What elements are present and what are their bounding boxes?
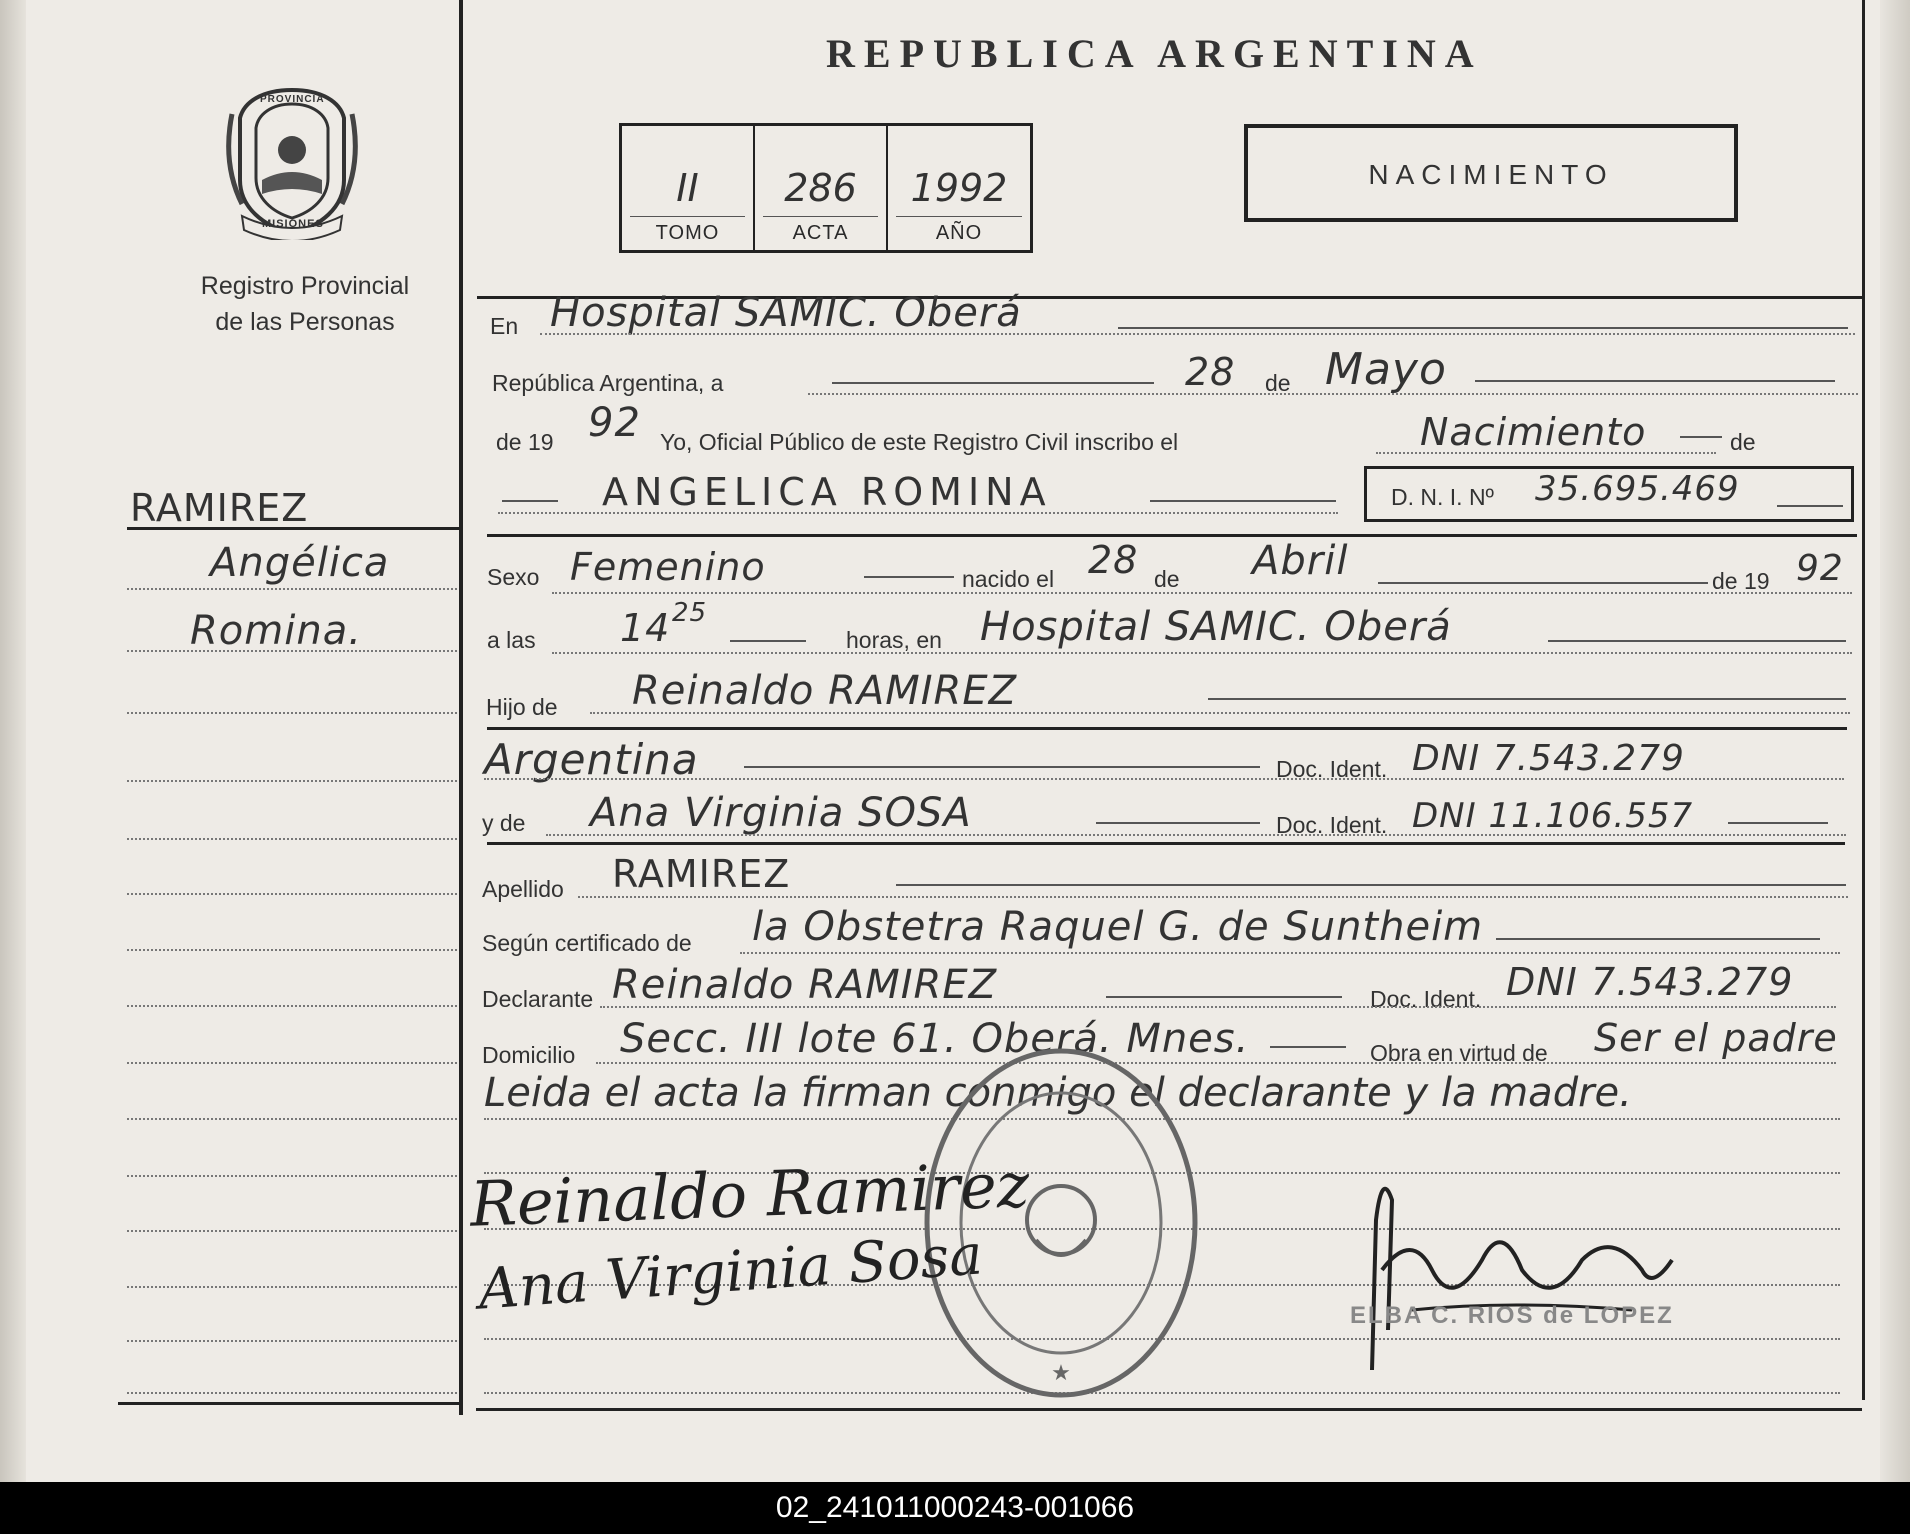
fill-dash — [1378, 582, 1708, 584]
margin-line — [127, 838, 457, 840]
section-rule-2 — [487, 727, 1847, 730]
domicilio-value: Secc. III lote 61. Oberá. Mnes. — [620, 1016, 1250, 1062]
seal-text-top: PROVINCIA — [260, 94, 325, 105]
margin-line — [127, 780, 457, 782]
registry-name — [170, 268, 440, 340]
ano-cell — [888, 126, 1030, 250]
section-rule-3 — [487, 842, 1845, 845]
misiones-coat-of-arms — [222, 84, 362, 240]
form-line — [808, 393, 1858, 395]
horas-label: horas, en — [846, 627, 942, 653]
doc-label: Doc. Ident. — [1370, 986, 1482, 1012]
section-rule-1 — [487, 534, 1857, 537]
hour-value: 14 — [620, 606, 671, 650]
year-suffix-value: 92 — [588, 400, 641, 446]
ano-underline — [896, 216, 1022, 217]
fill-dash — [502, 500, 558, 502]
birth-year-suffix-value: 92 — [1796, 548, 1844, 589]
en-label: En — [490, 313, 519, 339]
margin-line — [127, 949, 457, 951]
fill-dash — [1208, 698, 1846, 700]
sexo-label: Sexo — [487, 564, 540, 590]
official-signature — [1352, 1160, 1692, 1380]
official-name-stamp: ELBA C. RIOS de LOPEZ — [1350, 1302, 1674, 1329]
ano-value: 1992 — [910, 166, 1008, 210]
tomo-underline — [630, 216, 745, 217]
record-number-box — [619, 123, 1033, 253]
declarante-label: Declarante — [482, 986, 594, 1012]
fill-dash — [730, 640, 806, 642]
left-column-divider — [459, 0, 463, 1415]
margin-line — [127, 1005, 457, 1007]
form-line — [600, 1006, 1836, 1008]
record-type-box: NACIMIENTO — [1244, 124, 1738, 222]
de-label: de — [1265, 370, 1291, 396]
fill-dash — [1728, 822, 1828, 824]
place-value: Hospital SAMIC. Oberá — [550, 290, 1022, 336]
fill-dash — [896, 884, 1846, 886]
de19-label: de 19 — [1712, 568, 1770, 594]
acta-value: 286 — [784, 166, 857, 210]
form-line — [590, 712, 1850, 714]
yde-label: y de — [482, 810, 526, 836]
registry-line-1: Registro Provincial — [200, 272, 410, 300]
tomo-value: II — [676, 166, 699, 210]
de19-label: de 19 — [496, 429, 554, 455]
form-line — [578, 896, 1848, 898]
mother-doc-value: DNI 11.106.557 — [1412, 796, 1694, 836]
tomo-cell — [622, 126, 755, 250]
sexo-value: Femenino — [570, 545, 766, 589]
margin-line — [127, 1175, 457, 1177]
page-edge — [1880, 0, 1910, 1482]
fill-dash — [1475, 380, 1835, 382]
certificado-value: la Obstetra Raquel G. de Suntheim — [752, 904, 1484, 950]
day-value: 28 — [1185, 350, 1236, 394]
acta-underline — [763, 216, 878, 217]
birth-month-value: Abril — [1252, 538, 1349, 584]
margin-line — [127, 712, 457, 714]
form-line — [498, 512, 1338, 514]
month-value: Mayo — [1325, 344, 1447, 395]
right-frame-line — [1862, 0, 1865, 1400]
margin-surname: RAMIREZ — [130, 486, 309, 530]
oficial-text: Yo, Oficial Público de este Registro Civil inscribo el — [660, 429, 1179, 455]
apellido-value: RAMIREZ — [612, 852, 791, 896]
mother-signature: Ana Virginia Sosa — [476, 1222, 985, 1323]
document-title: REPUBLICA ARGENTINA — [826, 31, 1483, 76]
ano-label: AÑO — [935, 222, 983, 244]
de-label: de — [1730, 429, 1756, 455]
fill-dash — [1118, 327, 1848, 329]
form-line — [596, 1062, 1836, 1064]
father-doc-value: DNI 7.543.279 — [1412, 738, 1685, 779]
child-name-value: ANGELICA ROMINA — [602, 470, 1052, 514]
hijo-label: Hijo de — [486, 694, 558, 720]
tomo-label: TOMO — [655, 222, 720, 244]
father-signature: Reinaldo Ramirez — [468, 1148, 1031, 1241]
event-value: Nacimiento — [1420, 410, 1647, 454]
page-binding — [0, 0, 26, 1482]
fill-dash — [1150, 500, 1336, 502]
father-nationality-value: Argentina — [484, 735, 699, 784]
birth-day-value: 28 — [1088, 538, 1139, 582]
margin-line — [127, 1062, 457, 1064]
fill-dash — [1270, 1046, 1346, 1048]
margin-bottom-rule — [118, 1402, 460, 1405]
form-bottom-rule — [476, 1408, 1862, 1411]
form-line — [552, 652, 1852, 654]
margin-line — [127, 1118, 457, 1120]
form-line — [540, 333, 1855, 335]
svg-text:★: ★ — [1051, 1360, 1071, 1385]
fill-dash — [864, 576, 954, 578]
seal-text-bottom: MISIONES — [262, 218, 324, 230]
domicilio-label: Domicilio — [482, 1042, 576, 1068]
doc-label: Doc. Ident. — [1276, 812, 1388, 838]
republica-label: República Argentina, a — [492, 370, 724, 396]
fill-dash — [832, 382, 1154, 384]
form-line — [484, 778, 1844, 780]
father-value: Reinaldo RAMIREZ — [632, 668, 1018, 714]
fill-dash — [744, 766, 1260, 768]
margin-line — [127, 1392, 457, 1394]
margin-line — [127, 1286, 457, 1288]
margin-line — [127, 893, 457, 895]
image-id-bar: 02_241011000243-001066 — [0, 1482, 1910, 1534]
obra-value: Ser el padre — [1594, 1016, 1838, 1060]
margin-line — [127, 650, 457, 652]
dni-value: 35.695.469 — [1535, 469, 1740, 509]
fill-dash — [1777, 505, 1843, 507]
de-label: de — [1154, 566, 1180, 592]
apellido-label: Apellido — [482, 876, 564, 902]
segun-label: Según certificado de — [482, 930, 692, 956]
declarante-value: Reinaldo RAMIREZ — [612, 962, 998, 1008]
fill-dash — [1548, 640, 1846, 642]
fill-dash — [1096, 822, 1260, 824]
form-line — [552, 592, 1852, 594]
fill-dash — [1680, 436, 1722, 438]
leida-text: Leida el acta la firman conmigo el declarante y la madre. — [484, 1070, 1632, 1116]
form-line — [546, 834, 1846, 836]
minutes-value: 25 — [672, 598, 708, 628]
alas-label: a las — [487, 627, 536, 653]
margin-name-2: Romina. — [190, 608, 362, 654]
nacido-label: nacido el — [962, 566, 1055, 592]
registry-line-2: de las Personas — [215, 308, 395, 336]
dni-box — [1364, 466, 1854, 522]
acta-label: ACTA — [792, 222, 849, 244]
obra-label: Obra en virtud de — [1370, 1040, 1548, 1066]
acta-cell — [755, 126, 888, 250]
margin-name-1: Angélica — [210, 540, 390, 586]
margin-line — [127, 588, 457, 590]
fill-dash — [1106, 996, 1342, 998]
doc-label: Doc. Ident. — [1276, 756, 1388, 782]
margin-line — [127, 1340, 457, 1342]
birth-place-value: Hospital SAMIC. Oberá — [980, 604, 1452, 650]
margin-line — [127, 1230, 457, 1232]
form-line — [1376, 452, 1716, 454]
mother-value: Ana Virginia SOSA — [590, 790, 972, 836]
form-line — [740, 952, 1840, 954]
declarante-doc-value: DNI 7.543.279 — [1506, 960, 1794, 1004]
dni-label: D. N. I. Nº — [1391, 484, 1494, 510]
fill-dash — [1496, 938, 1820, 940]
